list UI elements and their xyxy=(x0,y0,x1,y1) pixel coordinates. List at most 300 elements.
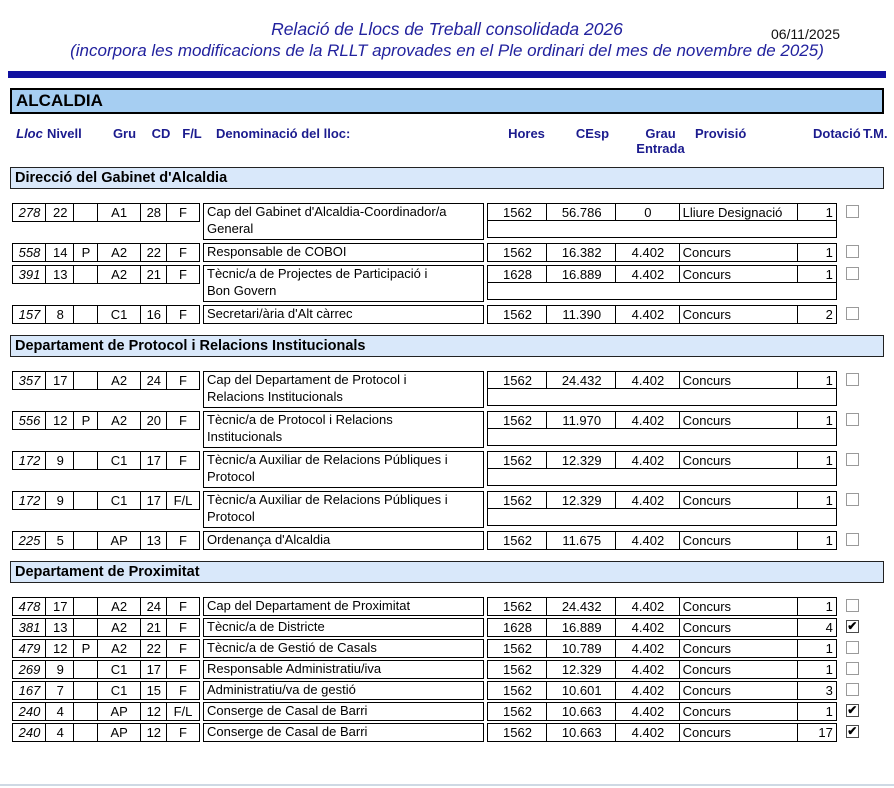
col-header-grau-line1: Grau xyxy=(645,126,676,141)
cell-hores: 1562 xyxy=(487,681,548,700)
cell-denominacio xyxy=(203,531,484,550)
cell-provisio: Concurs xyxy=(679,371,799,390)
cell-hores: 1562 xyxy=(487,639,548,658)
table-row xyxy=(12,451,894,488)
table-row xyxy=(12,243,894,262)
cell-p-flag xyxy=(73,723,98,742)
denominacio-line: Tècnic/a Auxiliar de Relacions Públiques i xyxy=(207,492,448,507)
cell-hores: 1562 xyxy=(487,491,548,510)
denominacio-line: Ordenança d'Alcaldia xyxy=(207,532,331,548)
numeric-cells xyxy=(487,243,837,262)
cell-gru: A1 xyxy=(97,203,142,222)
col-header-grau-line2: Entrada xyxy=(636,141,685,156)
tm-checkbox[interactable] xyxy=(846,641,859,654)
cell-nivell: 4 xyxy=(45,702,75,721)
cell-cd: 20 xyxy=(140,411,168,430)
tm-checkbox[interactable] xyxy=(846,683,859,696)
cell-lloc: 157 xyxy=(12,305,47,324)
cell-gru: C1 xyxy=(97,305,142,324)
cell-p-flag: P xyxy=(73,243,98,262)
cell-gru: C1 xyxy=(97,491,142,510)
numeric-cells xyxy=(487,660,837,679)
cell-cesp: 10.601 xyxy=(546,681,617,700)
cell-lloc: 240 xyxy=(12,723,47,742)
document-date: 06/11/2025 xyxy=(770,26,840,42)
tm-checkbox-wrap xyxy=(846,493,859,506)
cell-cesp: 16.889 xyxy=(546,618,617,637)
cell-dotacio: 1 xyxy=(797,639,837,658)
cell-cesp: 10.663 xyxy=(546,702,617,721)
numeric-row xyxy=(487,723,837,742)
denominacio-line: Bon Govern xyxy=(207,282,277,298)
numeric-row xyxy=(487,531,837,550)
denominacio-line: Tècnic/a Auxiliar de Relacions Públiques i xyxy=(207,452,448,467)
cell-grau-entrada: 0 xyxy=(615,203,680,222)
cell-cd: 24 xyxy=(140,371,168,390)
numeric-row-filler xyxy=(487,282,837,300)
cell-grau-entrada: 4.402 xyxy=(615,681,680,700)
cell-provisio: Concurs xyxy=(679,243,799,262)
cell-nivell: 17 xyxy=(45,371,75,390)
numeric-row xyxy=(487,660,837,679)
cell-lloc: 391 xyxy=(12,265,47,284)
numeric-row xyxy=(487,305,837,324)
cell-cesp: 12.329 xyxy=(546,491,617,510)
cell-p-flag xyxy=(73,305,98,324)
cell-p-flag: P xyxy=(73,639,98,658)
denominacio-line: Responsable Administratiu/iva xyxy=(207,661,382,677)
cell-cesp: 24.432 xyxy=(546,371,617,390)
cell-dotacio: 17 xyxy=(797,723,837,742)
table-row xyxy=(12,371,894,408)
col-header-fl: F/L xyxy=(182,126,202,141)
col-header-dotacio: Dotació xyxy=(813,126,861,141)
cell-provisio: Lliure Designació xyxy=(679,203,799,222)
cell-cd: 13 xyxy=(140,531,168,550)
cell-dotacio: 1 xyxy=(797,660,837,679)
cell-fl: F/L xyxy=(166,702,200,721)
cell-hores: 1562 xyxy=(487,371,548,390)
col-header-nivell: Nivell xyxy=(47,126,82,141)
cell-cesp: 11.970 xyxy=(546,411,617,430)
numeric-cells xyxy=(487,702,837,721)
cell-nivell: 5 xyxy=(45,531,75,550)
cell-provisio: Concurs xyxy=(679,681,799,700)
cell-grau-entrada: 4.402 xyxy=(615,639,680,658)
denominacio-line: Protocol xyxy=(207,468,255,484)
tm-checkbox-wrap xyxy=(846,725,859,738)
cell-lloc: 240 xyxy=(12,702,47,721)
denominacio-line: Tècnic/a de Districte xyxy=(207,619,325,635)
numeric-cells xyxy=(487,305,837,324)
cell-grau-entrada: 4.402 xyxy=(615,597,680,616)
numeric-cells xyxy=(487,723,837,742)
tm-checkbox-wrap xyxy=(846,620,859,633)
tm-checkbox-wrap xyxy=(846,662,859,675)
cell-denominacio xyxy=(203,702,484,721)
cell-dotacio: 3 xyxy=(797,681,837,700)
cell-gru: A2 xyxy=(97,411,142,430)
numeric-cells xyxy=(487,491,837,526)
cell-cd: 22 xyxy=(140,639,168,658)
numeric-row xyxy=(487,265,837,284)
cell-provisio: Concurs xyxy=(679,451,799,470)
tm-checkbox[interactable] xyxy=(846,307,859,320)
cell-dotacio: 1 xyxy=(797,702,837,721)
numeric-cells xyxy=(487,639,837,658)
numeric-row xyxy=(487,681,837,700)
tm-checkbox-wrap xyxy=(846,205,859,218)
cell-denominacio xyxy=(203,491,484,528)
tm-checkbox[interactable] xyxy=(846,245,859,258)
cell-gru: AP xyxy=(97,723,142,742)
tm-checkbox-wrap xyxy=(846,704,859,717)
table-row xyxy=(12,618,894,637)
cell-lloc: 278 xyxy=(12,203,47,222)
cell-nivell: 12 xyxy=(45,639,75,658)
cell-lloc: 556 xyxy=(12,411,47,430)
cell-fl: F/L xyxy=(166,491,200,510)
cell-denominacio xyxy=(203,265,484,302)
numeric-row-filler xyxy=(487,508,837,526)
tm-checkbox[interactable] xyxy=(846,599,859,612)
cell-gru: C1 xyxy=(97,451,142,470)
tm-checkbox[interactable] xyxy=(846,453,859,466)
cell-cesp: 11.390 xyxy=(546,305,617,324)
cell-p-flag xyxy=(73,597,98,616)
cell-grau-entrada: 4.402 xyxy=(615,660,680,679)
cell-cd: 17 xyxy=(140,491,168,510)
cell-gru: A2 xyxy=(97,639,142,658)
cell-hores: 1562 xyxy=(487,203,548,222)
cell-dotacio: 1 xyxy=(797,451,837,470)
numeric-row xyxy=(487,243,837,262)
cell-fl: F xyxy=(166,203,200,222)
cell-grau-entrada: 4.402 xyxy=(615,305,680,324)
cell-hores: 1562 xyxy=(487,305,548,324)
tm-checkbox[interactable] xyxy=(846,662,859,675)
cell-lloc: 558 xyxy=(12,243,47,262)
document-header xyxy=(0,0,894,62)
numeric-cells xyxy=(487,371,837,406)
cell-grau-entrada: 4.402 xyxy=(615,265,680,284)
cell-provisio: Concurs xyxy=(679,639,799,658)
cell-p-flag xyxy=(73,451,98,470)
denominacio-line: Tècnic/a de Protocol i Relacions xyxy=(207,412,393,427)
cell-dotacio: 2 xyxy=(797,305,837,324)
cell-hores: 1562 xyxy=(487,597,548,616)
cell-nivell: 7 xyxy=(45,681,75,700)
header-divider-rule xyxy=(8,71,886,78)
tm-checkbox[interactable]: ✔ xyxy=(847,724,858,738)
cell-hores: 1628 xyxy=(487,618,548,637)
cell-fl: F xyxy=(166,531,200,550)
cell-gru: C1 xyxy=(97,660,142,679)
denominacio-line: Administratiu/va de gestió xyxy=(207,682,356,698)
tm-checkbox-wrap xyxy=(846,267,859,280)
cell-nivell: 12 xyxy=(45,411,75,430)
cell-denominacio xyxy=(203,681,484,700)
cell-cd: 16 xyxy=(140,305,168,324)
cell-hores: 1628 xyxy=(487,265,548,284)
cell-denominacio xyxy=(203,451,484,488)
cell-cd: 21 xyxy=(140,265,168,284)
table-row xyxy=(12,531,894,550)
col-header-hores: Hores xyxy=(508,126,545,141)
cell-grau-entrada: 4.402 xyxy=(615,243,680,262)
tm-checkbox[interactable] xyxy=(846,413,859,426)
cell-p-flag xyxy=(73,203,98,222)
numeric-row xyxy=(487,639,837,658)
cell-dotacio: 1 xyxy=(797,265,837,284)
tm-checkbox-wrap xyxy=(846,413,859,426)
tm-checkbox[interactable] xyxy=(846,493,859,506)
cell-gru: A2 xyxy=(97,371,142,390)
cell-cesp: 24.432 xyxy=(546,597,617,616)
cell-fl: F xyxy=(166,681,200,700)
cell-dotacio: 1 xyxy=(797,371,837,390)
section-rows xyxy=(12,597,894,742)
cell-denominacio xyxy=(203,660,484,679)
table-row xyxy=(12,702,894,721)
numeric-cells xyxy=(487,411,837,446)
cell-cd: 24 xyxy=(140,597,168,616)
cell-lloc: 225 xyxy=(12,531,47,550)
numeric-row xyxy=(487,597,837,616)
cell-denominacio xyxy=(203,371,484,408)
cell-hores: 1562 xyxy=(487,531,548,550)
numeric-cells xyxy=(487,681,837,700)
table-column-headers xyxy=(12,126,894,156)
cell-provisio: Concurs xyxy=(679,411,799,430)
denominacio-line: Protocol xyxy=(207,508,255,524)
table-row xyxy=(12,203,894,240)
cell-p-flag xyxy=(73,371,98,390)
tm-checkbox-wrap xyxy=(846,453,859,466)
col-header-tm: T.M. xyxy=(863,126,888,141)
cell-nivell: 13 xyxy=(45,618,75,637)
denominacio-line: Relacions Institucionals xyxy=(207,388,343,404)
tm-checkbox-wrap xyxy=(846,683,859,696)
cell-cesp: 16.382 xyxy=(546,243,617,262)
cell-denominacio xyxy=(203,411,484,448)
col-header-cesp: CEsp xyxy=(575,126,610,141)
tm-checkbox-wrap xyxy=(846,533,859,546)
denominacio-line: Cap del Departament de Proximitat xyxy=(207,598,411,614)
cell-denominacio xyxy=(203,723,484,742)
cell-provisio: Concurs xyxy=(679,491,799,510)
col-header-grau-entrada xyxy=(628,126,693,156)
cell-denominacio xyxy=(203,639,484,658)
cell-cd: 12 xyxy=(140,723,168,742)
cell-fl: F xyxy=(166,305,200,324)
numeric-row-filler xyxy=(487,468,837,486)
table-row xyxy=(12,411,894,448)
cell-lloc: 479 xyxy=(12,639,47,658)
cell-p-flag xyxy=(73,660,98,679)
cell-fl: F xyxy=(166,618,200,637)
cell-denominacio xyxy=(203,203,484,240)
table-row xyxy=(12,681,894,700)
table-row xyxy=(12,660,894,679)
denominacio-line: Conserge de Casal de Barri xyxy=(207,724,368,740)
denominacio-line: General xyxy=(207,220,254,236)
numeric-row-filler xyxy=(487,220,837,238)
numeric-cells xyxy=(487,451,837,486)
cell-lloc: 172 xyxy=(12,451,47,470)
cell-cesp: 12.329 xyxy=(546,451,617,470)
cell-gru: A2 xyxy=(97,243,142,262)
numeric-row xyxy=(487,411,837,430)
cell-hores: 1562 xyxy=(487,660,548,679)
tm-checkbox[interactable]: ✔ xyxy=(847,619,858,633)
table-row xyxy=(12,639,894,658)
cell-lloc: 357 xyxy=(12,371,47,390)
cell-p-flag xyxy=(73,618,98,637)
tm-checkbox-wrap xyxy=(846,599,859,612)
cell-grau-entrada: 4.402 xyxy=(615,531,680,550)
cell-fl: F xyxy=(166,243,200,262)
cell-grau-entrada: 4.402 xyxy=(615,723,680,742)
cell-cesp: 12.329 xyxy=(546,660,617,679)
cell-dotacio: 1 xyxy=(797,243,837,262)
cell-gru: A2 xyxy=(97,618,142,637)
numeric-cells xyxy=(487,203,837,238)
cell-grau-entrada: 4.402 xyxy=(615,702,680,721)
tm-checkbox-wrap xyxy=(846,245,859,258)
cell-provisio: Concurs xyxy=(679,305,799,324)
cell-lloc: 172 xyxy=(12,491,47,510)
cell-provisio: Concurs xyxy=(679,660,799,679)
table-row xyxy=(12,597,894,616)
col-header-gru: Gru xyxy=(112,126,137,141)
cell-nivell: 8 xyxy=(45,305,75,324)
page-title: Relació de Llocs de Treball consolidada 2026 xyxy=(271,19,623,39)
numeric-cells xyxy=(487,265,837,300)
tm-checkbox[interactable]: ✔ xyxy=(847,703,858,717)
cell-fl: F xyxy=(166,639,200,658)
cell-provisio: Concurs xyxy=(679,531,799,550)
denominacio-line: Tècnic/a de Projectes de Participació i xyxy=(207,266,428,281)
cell-fl: F xyxy=(166,723,200,742)
cell-grau-entrada: 4.402 xyxy=(615,491,680,510)
cell-denominacio xyxy=(203,618,484,637)
denominacio-line: Institucionals xyxy=(207,428,283,444)
cell-nivell: 9 xyxy=(45,491,75,510)
cell-hores: 1562 xyxy=(487,723,548,742)
cell-cesp: 56.786 xyxy=(546,203,617,222)
denominacio-line: Secretari/ària d'Alt càrrec xyxy=(207,306,353,322)
cell-grau-entrada: 4.402 xyxy=(615,451,680,470)
cell-cd: 17 xyxy=(140,451,168,470)
cell-dotacio: 1 xyxy=(797,531,837,550)
cell-gru: A2 xyxy=(97,597,142,616)
cell-cesp: 10.663 xyxy=(546,723,617,742)
cell-lloc: 478 xyxy=(12,597,47,616)
cell-dotacio: 4 xyxy=(797,618,837,637)
cell-dotacio: 1 xyxy=(797,203,837,222)
section-header: Departament de Protocol i Relacions Institucionals xyxy=(10,335,884,357)
tm-checkbox[interactable] xyxy=(846,205,859,218)
numeric-cells xyxy=(487,618,837,637)
cell-cesp: 16.889 xyxy=(546,265,617,284)
table-row xyxy=(12,305,894,324)
numeric-row-filler xyxy=(487,428,837,446)
section-header: Departament de Proximitat xyxy=(10,561,884,583)
cell-fl: F xyxy=(166,265,200,284)
cell-denominacio xyxy=(203,305,484,324)
cell-provisio: Concurs xyxy=(679,702,799,721)
org-title-bar: ALCALDIA xyxy=(10,88,884,114)
cell-cd: 15 xyxy=(140,681,168,700)
cell-p-flag xyxy=(73,681,98,700)
section-header: Direcció del Gabinet d'Alcaldia xyxy=(10,167,884,189)
cell-nivell: 4 xyxy=(45,723,75,742)
col-header-provisio: Provisió xyxy=(695,126,747,141)
tm-checkbox[interactable] xyxy=(846,373,859,386)
cell-nivell: 13 xyxy=(45,265,75,284)
cell-provisio: Concurs xyxy=(679,723,799,742)
page-bottom-border xyxy=(0,784,894,786)
cell-cd: 12 xyxy=(140,702,168,721)
table-row xyxy=(12,265,894,302)
col-header-denominacio: Denominació del lloc: xyxy=(216,126,351,141)
cell-gru: A2 xyxy=(97,265,142,284)
cell-p-flag xyxy=(73,531,98,550)
denominacio-line: Responsable de COBOI xyxy=(207,244,347,260)
cell-denominacio xyxy=(203,597,484,616)
tm-checkbox[interactable] xyxy=(846,267,859,280)
cell-gru: AP xyxy=(97,531,142,550)
tm-checkbox[interactable] xyxy=(846,533,859,546)
section-rows xyxy=(12,203,894,324)
page-subtitle: (incorpora les modificacions de la RLLT aprovades en el Ple ordinari del mes de novembre de 2025) xyxy=(70,41,824,60)
tm-checkbox-wrap xyxy=(846,307,859,320)
cell-fl: F xyxy=(166,411,200,430)
denominacio-line: Conserge de Casal de Barri xyxy=(207,703,368,719)
cell-provisio: Concurs xyxy=(679,597,799,616)
cell-dotacio: 1 xyxy=(797,491,837,510)
tm-checkbox-wrap xyxy=(846,373,859,386)
cell-cesp: 11.675 xyxy=(546,531,617,550)
cell-hores: 1562 xyxy=(487,243,548,262)
cell-hores: 1562 xyxy=(487,411,548,430)
cell-p-flag xyxy=(73,702,98,721)
cell-nivell: 9 xyxy=(45,660,75,679)
cell-nivell: 17 xyxy=(45,597,75,616)
cell-p-flag: P xyxy=(73,411,98,430)
denominacio-line: Cap del Gabinet d'Alcaldia-Coordinador/a xyxy=(207,204,447,219)
table-row xyxy=(12,723,894,742)
cell-cd: 21 xyxy=(140,618,168,637)
numeric-row xyxy=(487,491,837,510)
numeric-row xyxy=(487,451,837,470)
numeric-row xyxy=(487,618,837,637)
col-header-lloc: Lloc xyxy=(16,126,43,141)
cell-p-flag xyxy=(73,265,98,284)
numeric-cells xyxy=(487,531,837,550)
cell-nivell: 14 xyxy=(45,243,75,262)
cell-fl: F xyxy=(166,597,200,616)
numeric-row xyxy=(487,371,837,390)
cell-fl: F xyxy=(166,451,200,470)
cell-dotacio: 1 xyxy=(797,597,837,616)
cell-cesp: 10.789 xyxy=(546,639,617,658)
col-header-cd: CD xyxy=(151,126,171,141)
cell-denominacio xyxy=(203,243,484,262)
numeric-cells xyxy=(487,597,837,616)
tm-checkbox-wrap xyxy=(846,641,859,654)
